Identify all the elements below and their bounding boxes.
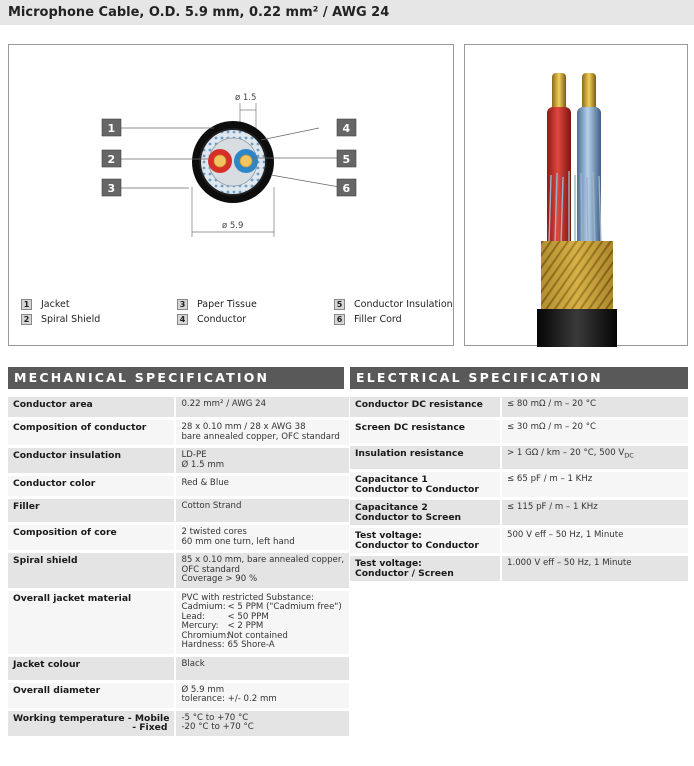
mech-key bbox=[8, 657, 174, 680]
mech-key-line: Conductor insulation bbox=[13, 450, 122, 461]
elec-row-conductor-dc-resistance bbox=[350, 397, 688, 417]
elec-key-line: Conductor to Screen bbox=[355, 511, 462, 523]
title-bar bbox=[0, 0, 694, 25]
mech-value bbox=[174, 499, 349, 522]
elec-row-capacitance-2-conductor-to-screen bbox=[350, 500, 688, 525]
legend-num-6: 6 bbox=[334, 314, 345, 325]
elec-value bbox=[500, 397, 688, 417]
elec-value-line: 500 V eff – 50 Hz, 1 Minute bbox=[507, 530, 624, 540]
mech-key bbox=[8, 553, 174, 588]
legend-label-jacket: Jacket bbox=[41, 299, 70, 310]
mech-row-composition-of-core bbox=[8, 525, 349, 550]
mech-value bbox=[174, 397, 349, 417]
mech-value-pair: Mercury: < 2 PPM bbox=[181, 621, 264, 631]
mech-row-spiral-shield bbox=[8, 553, 349, 588]
elec-value-subscript: DC bbox=[624, 451, 634, 460]
legend-label-paper-tissue: Paper Tissue bbox=[197, 299, 257, 310]
elec-key-line: Conductor / Screen bbox=[355, 567, 454, 579]
legend-label-filler-cord: Filler Cord bbox=[354, 314, 402, 325]
mech-row-working-temperature-mobile-fixed bbox=[8, 711, 349, 736]
elec-value-line: ≤ 115 pF / m – 1 KHz bbox=[507, 502, 598, 512]
mech-row-overall-jacket-material bbox=[8, 591, 349, 654]
elec-row-insulation-resistance bbox=[350, 446, 688, 469]
cable-photo-panel bbox=[464, 44, 688, 346]
legend-num-2: 2 bbox=[21, 314, 32, 325]
elec-value bbox=[500, 556, 688, 581]
mech-value-pair: Chromium:Not contained bbox=[181, 630, 288, 641]
cross-section-panel bbox=[8, 44, 454, 346]
mech-key-line: Working temperature - Mobile bbox=[13, 712, 170, 724]
elec-value-line: ≤ 65 pF / m – 1 KHz bbox=[507, 474, 593, 484]
legend-num-1: 1 bbox=[21, 299, 32, 310]
mech-key bbox=[8, 397, 174, 417]
elec-value-line: 1.000 V eff – 50 Hz, 1 Minute bbox=[507, 558, 632, 568]
mech-value-line: OFC standard bbox=[181, 564, 240, 575]
elec-value-line: > 1 GΩ / km – 20 °C, 500 $V_{DC}$ bbox=[507, 448, 634, 460]
mech-key-line: Filler bbox=[13, 501, 40, 512]
mechanical-spec-heading: MECHANICAL SPECIFICATION bbox=[8, 367, 344, 389]
mech-row-overall-diameter bbox=[8, 683, 349, 708]
legend-label-conductor: Conductor bbox=[197, 314, 247, 325]
elec-row-test-voltage-conductor-to-conductor bbox=[350, 528, 688, 553]
mech-key bbox=[8, 711, 174, 736]
mech-value bbox=[174, 448, 349, 473]
mech-value-line: tolerance: +/- 0.2 mm bbox=[181, 694, 277, 704]
callout-3 bbox=[102, 179, 121, 196]
mech-value-line: -5 °C to +70 °C bbox=[181, 712, 249, 723]
mech-key bbox=[8, 591, 174, 654]
legend-num-3: 3 bbox=[177, 299, 188, 310]
cable-jacket bbox=[537, 309, 617, 347]
elec-row-screen-dc-resistance bbox=[350, 420, 688, 443]
elec-value bbox=[500, 446, 688, 469]
page-title: Microphone Cable, O.D. 5.9 mm, 0.22 mm² / AWG 24 bbox=[8, 5, 390, 20]
mech-value bbox=[174, 553, 349, 588]
mech-key bbox=[8, 499, 174, 522]
mech-value bbox=[174, 476, 349, 496]
mech-value-line: Ø 1.5 mm bbox=[181, 459, 225, 470]
mech-value-line: 28 x 0.10 mm / 28 x AWG 38 bbox=[181, 422, 306, 432]
elec-value-line: ≤ 30 mΩ / m – 20 °C bbox=[507, 422, 596, 432]
elec-key bbox=[350, 397, 500, 417]
mech-key-line: Overall diameter bbox=[13, 684, 101, 696]
legend-num-4: 4 bbox=[177, 314, 188, 325]
mech-value bbox=[174, 525, 349, 550]
electrical-spec-heading: ELECTRICAL SPECIFICATION bbox=[350, 367, 688, 389]
mech-key bbox=[8, 448, 174, 473]
callout-2 bbox=[102, 150, 121, 167]
elec-key-line: Capacitance 1 bbox=[355, 474, 428, 485]
mech-key bbox=[8, 683, 174, 708]
blue-conductor bbox=[234, 149, 258, 173]
mech-row-filler bbox=[8, 499, 349, 522]
elec-key-line: Test voltage: bbox=[355, 558, 422, 569]
mech-value bbox=[174, 683, 349, 708]
cable-cross-section bbox=[192, 121, 274, 203]
callout-4 bbox=[337, 119, 356, 136]
mech-row-jacket-colour bbox=[8, 657, 349, 680]
elec-key-line: Test voltage: bbox=[355, 530, 422, 541]
svg-text:4: 4 bbox=[342, 122, 351, 135]
elec-value bbox=[500, 472, 688, 497]
mech-key bbox=[8, 525, 174, 550]
svg-text:1: 1 bbox=[107, 122, 116, 135]
mech-value-line: -20 °C to +70 °C bbox=[181, 722, 254, 732]
mech-key-line: Composition of conductor bbox=[13, 422, 147, 433]
elec-key bbox=[350, 472, 500, 497]
mech-row-conductor-area bbox=[8, 397, 349, 417]
mech-value-line: 2 twisted cores bbox=[181, 527, 247, 537]
mech-key-line: Overall jacket material bbox=[13, 592, 132, 604]
mech-row-conductor-color bbox=[8, 476, 349, 496]
legend-label-conductor-insulation: Conductor Insulation bbox=[354, 299, 453, 310]
svg-text:6: 6 bbox=[342, 182, 351, 195]
legend-num-5: 5 bbox=[334, 299, 345, 310]
mech-key-line: Conductor area bbox=[13, 399, 93, 410]
mech-value-line: Ø 5.9 mm bbox=[181, 684, 225, 695]
mech-row-composition-of-conductor bbox=[8, 420, 349, 445]
mech-value-line: Red & Blue bbox=[181, 478, 229, 488]
mech-value-pair: Hardness: 65 Shore-A bbox=[181, 640, 275, 650]
elec-key bbox=[350, 528, 500, 553]
mech-key bbox=[8, 476, 174, 496]
mech-key-line: Composition of core bbox=[13, 527, 117, 538]
mech-value-line: Black bbox=[181, 658, 205, 669]
elec-key-line: Conductor DC resistance bbox=[355, 399, 483, 410]
callout-5 bbox=[337, 150, 356, 167]
dim-inner-label: ø 1.5 bbox=[235, 93, 257, 103]
mech-value-line: 0.22 mm² / AWG 24 bbox=[181, 399, 267, 409]
legend-label-spiral-shield: Spiral Shield bbox=[41, 314, 101, 325]
elec-value bbox=[500, 528, 688, 553]
mech-key-line: - Fixed bbox=[132, 722, 168, 733]
mech-value bbox=[174, 657, 349, 680]
mech-key-line: Conductor color bbox=[13, 478, 96, 489]
svg-text:2: 2 bbox=[107, 153, 116, 166]
mech-key bbox=[8, 420, 174, 445]
elec-key bbox=[350, 556, 500, 581]
red-conductor bbox=[208, 149, 232, 173]
mech-key-line: Jacket colour bbox=[13, 658, 81, 670]
mech-value bbox=[174, 420, 349, 445]
mech-value-line: 85 x 0.10 mm, bare annealed copper, bbox=[181, 555, 345, 565]
mech-value-line: bare annealed copper, OFC standard bbox=[181, 431, 340, 442]
mech-value bbox=[174, 591, 349, 654]
mech-value-line: Cotton Strand bbox=[181, 501, 242, 511]
mech-value-line: Coverage > 90 % bbox=[181, 574, 258, 584]
elec-key-line: Capacitance 2 bbox=[355, 502, 428, 513]
svg-text:5: 5 bbox=[342, 153, 351, 166]
elec-key bbox=[350, 446, 500, 469]
svg-text:3: 3 bbox=[107, 182, 116, 195]
dim-outer-label: ø 5.9 bbox=[222, 221, 244, 231]
elec-key bbox=[350, 500, 500, 525]
elec-value bbox=[500, 500, 688, 525]
mech-value-pair: Lead: < 50 PPM bbox=[181, 611, 269, 622]
elec-row-capacitance-1-conductor-to-conductor bbox=[350, 472, 688, 497]
elec-value-line: ≤ 80 mΩ / m – 20 °C bbox=[507, 399, 596, 409]
mech-value-pair: Cadmium: < 5 PPM ("Cadmium free") bbox=[181, 602, 342, 612]
callout-1 bbox=[102, 119, 121, 136]
mech-row-conductor-insulation bbox=[8, 448, 349, 473]
cable-spiral-shield bbox=[541, 241, 613, 313]
elec-key-line: Insulation resistance bbox=[355, 448, 464, 459]
mech-value-line: 60 mm one turn, left hand bbox=[181, 536, 295, 547]
elec-key-line: Conductor to Conductor bbox=[355, 539, 479, 551]
elec-key-line: Conductor to Conductor bbox=[355, 483, 479, 495]
electrical-spec-table bbox=[350, 394, 688, 584]
mechanical-spec-table bbox=[8, 394, 349, 739]
elec-row-test-voltage-conductor-screen bbox=[350, 556, 688, 581]
callout-6 bbox=[337, 179, 356, 196]
mech-value bbox=[174, 711, 349, 736]
elec-value bbox=[500, 420, 688, 443]
elec-key bbox=[350, 420, 500, 443]
mech-key-line: Spiral shield bbox=[13, 555, 78, 566]
mech-value-line: PVC with restricted Substance: bbox=[181, 592, 314, 603]
elec-key-line: Screen DC resistance bbox=[355, 422, 466, 433]
cable-illustration bbox=[465, 45, 689, 347]
mech-value-line: LD-PE bbox=[181, 450, 207, 460]
